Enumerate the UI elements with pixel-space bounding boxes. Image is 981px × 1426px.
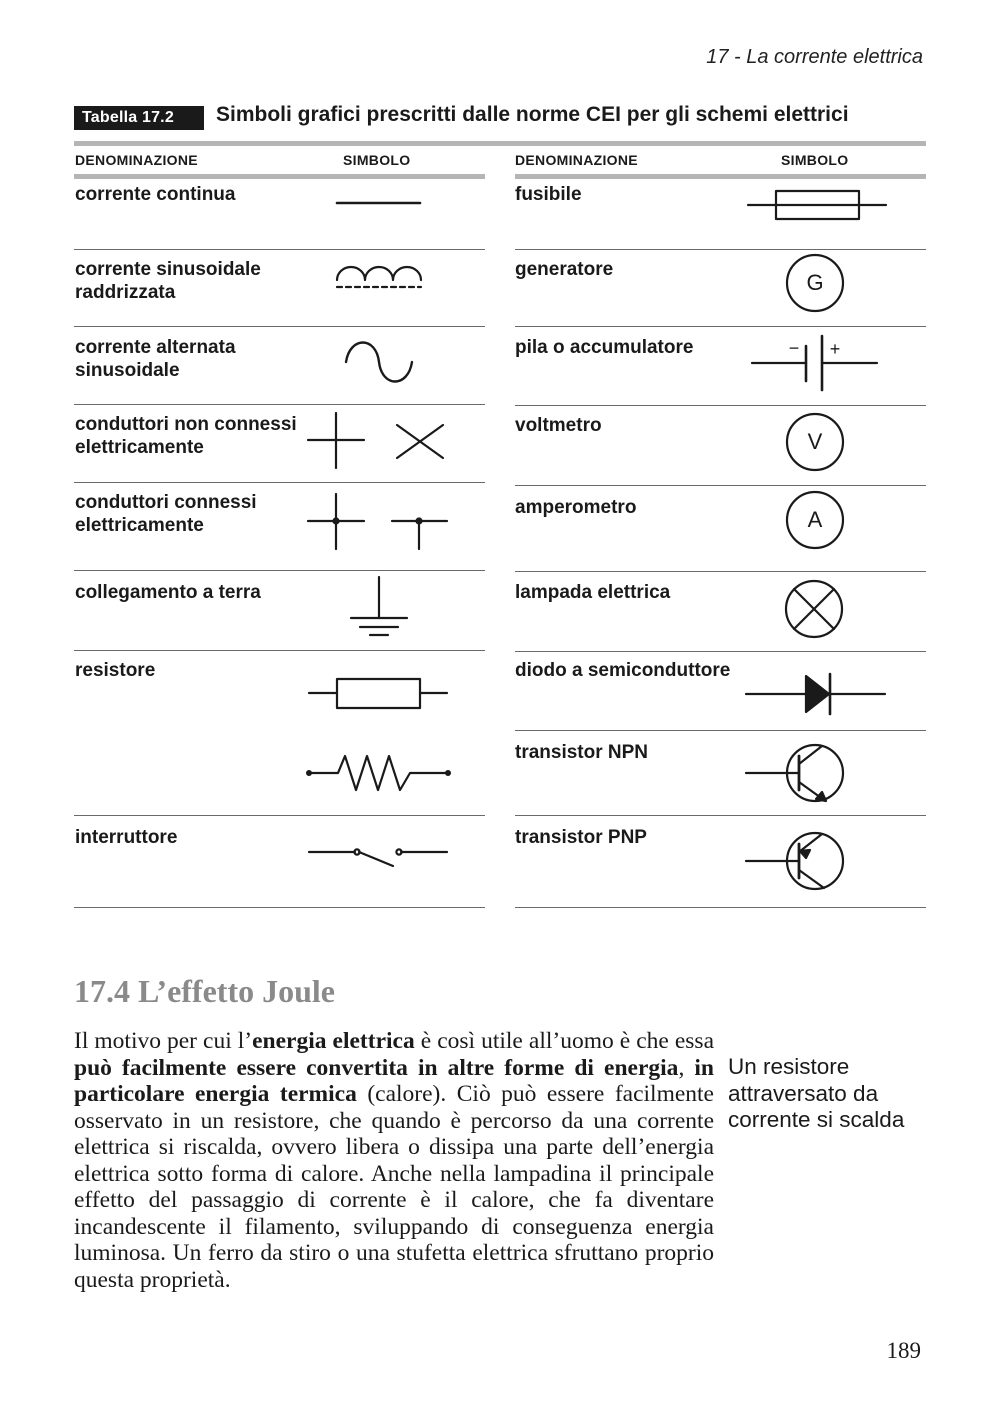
label-corrente-continua: corrente continua — [75, 184, 236, 205]
ammeter-letter: A — [807, 507, 823, 532]
battery-icon — [752, 336, 877, 390]
battery-plus-sign: + — [829, 339, 841, 359]
ground-icon — [351, 577, 407, 635]
label-transistor-npn: transistor NPN — [515, 742, 649, 763]
diode-icon — [746, 674, 885, 714]
section-body — [74, 1028, 714, 1293]
margin-note: Un resistore attraversato da corrente si scalda — [728, 1054, 905, 1132]
connected-conductors-icon — [308, 494, 447, 549]
fuse-icon — [748, 191, 886, 219]
label-amperometro: amperometro — [515, 497, 637, 518]
label-conduttori-non-connessi: conduttori non connessi elettricamente — [75, 414, 297, 458]
battery-minus-sign: − — [788, 338, 800, 358]
crossing-conductors-icon — [308, 413, 443, 468]
label-corrente-sinusoidale-raddrizzata: corrente sinusoidale raddrizzata — [75, 259, 261, 303]
label-conduttori-connessi: conduttori connessi elettricamente — [75, 492, 257, 536]
running-head: 17 - La corrente elettrica — [706, 46, 923, 68]
body-run-bold: energia elettrica — [252, 1028, 415, 1054]
col-head-symbol-left: SIMBOLO — [343, 152, 411, 168]
col-head-name-right: DENOMINAZIONE — [515, 152, 638, 168]
body-run: Il motivo per cui l’ — [74, 1028, 253, 1054]
label-fusibile: fusibile — [515, 184, 582, 205]
body-run: , — [678, 1054, 695, 1081]
page-number: 189 — [886, 1338, 921, 1363]
label-pila-accumulatore: pila o accumulatore — [515, 337, 694, 358]
col-head-name-left: DENOMINAZIONE — [75, 152, 198, 168]
label-voltmetro: voltmetro — [515, 415, 602, 436]
body-run-bold: può facilmente essere convertita in altre forme di energia — [74, 1054, 679, 1081]
transistor-pnp-icon — [746, 833, 843, 889]
transistor-npn-icon — [746, 745, 843, 801]
resistor-zigzag-icon — [306, 756, 451, 790]
generator-letter: G — [806, 270, 824, 295]
resistor-box-icon — [309, 679, 447, 708]
body-run-bold: in particolare energia termica — [74, 1054, 714, 1107]
label-lampada: lampada elettrica — [515, 582, 671, 603]
section-title: 17.4 L’effetto Joule — [74, 973, 335, 1009]
body-paragraph — [74, 1028, 714, 1293]
body-run: è così utile all’uomo è che essa — [414, 1028, 715, 1054]
label-resistore: resistore — [75, 660, 156, 681]
label-corrente-alternata: corrente alternata sinusoidale — [75, 337, 236, 381]
label-diodo: diodo a semiconduttore — [515, 660, 731, 681]
lamp-icon — [786, 581, 842, 637]
label-collegamento-terra: collegamento a terra — [75, 582, 261, 603]
table-badge: Tabella 17.2 — [74, 106, 204, 130]
switch-icon — [309, 849, 447, 866]
table-title: Simboli grafici prescritti dalle norme CEI per gli schemi elettrici — [216, 103, 849, 126]
body-run: (calore). Ciò può essere facilmente osservato in un resistore, che quando è percorso da una corrente elettrica si riscalda, ovvero libera o dissipa una parte dell’energia elettrica sotto forma di calore. Anche nella lampadina il principale effetto del passaggio di corrente è il calore, che fa diventare incandescente il filamento, sviluppando di conseguenza energia luminosa. Un ferro da stiro o una stufetta elettrica sfruttano proprio questa proprietà. — [74, 1081, 714, 1293]
voltmeter-letter: V — [807, 429, 823, 454]
rectified-current-icon — [337, 267, 421, 287]
col-head-symbol-right: SIMBOLO — [781, 152, 849, 168]
label-interruttore: interruttore — [75, 827, 178, 848]
ac-sine-icon — [346, 343, 412, 382]
label-generatore: generatore — [515, 259, 614, 280]
label-transistor-pnp: transistor PNP — [515, 827, 647, 848]
